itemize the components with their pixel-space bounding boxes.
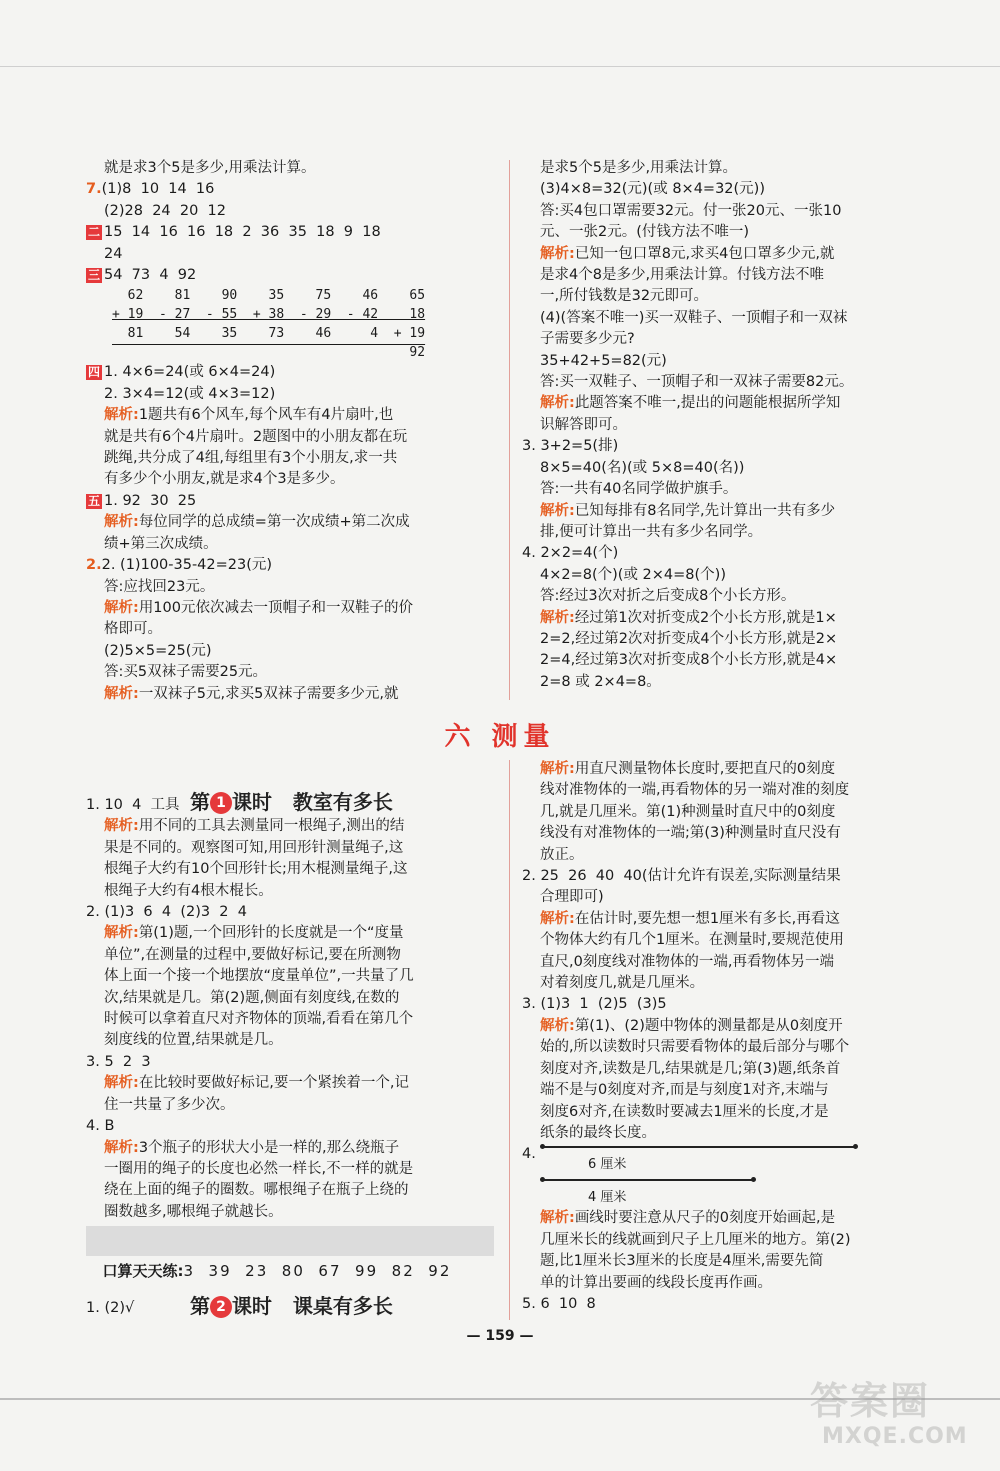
text-line: 一,所付钱数是32元即可。 [540,288,709,305]
segment-2-label: 4 厘米 [588,1190,627,1205]
segment-2-end [751,1177,756,1182]
text-line: 2=4,经过第3次对折变成8个小长方形,就是4× [540,652,838,669]
lesson-number-badge: 2 [210,1296,232,1318]
analysis-line: 解析:在估计时,要先想一想1厘米有多长,再看这 [540,910,840,927]
text-line: 是求4个8是多少,用乘法计算。付钱方法不唯 [540,267,825,284]
text-line: (2)5×5=25(元) [104,642,212,659]
text-line: 几厘米长的线就画到尺子上几厘米的地方。第(2) [540,1231,851,1248]
text-line: (2)28 24 20 12 [104,202,226,219]
text-line: 就是共有6个4片扇叶。2题图中的小朋友都在玩 [104,428,408,445]
text-line: 3. 5 2 3 [86,1053,151,1070]
section-3-answers: 三 54 73 4 92 [88,267,197,284]
text-line: 圈数越多,哪根绳子就越长。 [104,1203,283,1220]
text-line: 2=8 或 2×4=8。 [540,673,661,690]
lesson-2-heading: 第 2 课时 课桌有多长 [189,1294,393,1318]
analysis-line: 解析:第(1)、(2)题中物体的测量都是从0刻度开 [540,1017,843,1034]
text-line: 纸条的最终长度。 [540,1124,656,1141]
answer-7: 7.(1)8 10 14 16 [86,181,215,198]
lesson-1-heading: 第 1 课时 教室有多长 [189,790,393,814]
text-line: 4. B [86,1118,115,1135]
text-line: 元、一张2元。(付钱方法不唯一) [540,224,750,241]
calc-row: 62 81 90 35 75 46 65 [112,288,426,304]
calc-row: 81 54 35 73 46 4 + 19 [112,326,426,342]
column-divider-top [509,160,510,700]
text-line: 2.2. (1)100-35-42=23(元) [86,557,273,574]
segment-1 [542,1146,856,1148]
text-line: 体上面一个接一个地摆放“度量单位”,一共量了几 [104,968,414,985]
text-line: 5. 6 10 8 [522,1295,596,1312]
watermark-logo: 答案圈 [810,1379,931,1423]
segment-2 [542,1179,754,1181]
page-number: — 159 — [466,1328,534,1344]
text-line: 一圈用的绳子的长度也必然一样长,不一样的就是 [104,1160,414,1177]
text-line: 次,结果就是几。第(2)题,侧面有刻度线,在数的 [104,989,400,1006]
analysis-line: 解析:用直尺测量物体长度时,要把直尺的0刻度 [540,761,836,777]
text-line: 排,便可计算出一共有多少名同学。 [540,523,763,540]
left-column-top [86,158,498,705]
analysis-line: 解析:经过第1次对折变成2个小长方形,就是1× [540,609,837,626]
section-tag: 四 [88,365,101,380]
text-line: 题,比1厘米长3厘米的长度是4厘米,需要先简 [540,1253,824,1270]
analysis-line: 解析:3个瓶子的形状大小是一样的,那么绕瓶子 [104,1139,400,1156]
text-line: 直尺,0刻度线对准物体的一端,再看物体另一端 [540,953,834,970]
text-line: 就是求3个5是多少,用乘法计算。 [104,160,316,176]
text-line: 个物体大约有几个1厘米。在测量时,要规范使用 [540,932,844,949]
text-line: 根绳子大约有4根木棍长。 [104,882,273,899]
text-line: 放正。 [540,846,584,863]
text-line: 4. 2×2=4(个) [522,545,619,562]
text-line: 1. 10 4 工具 [86,797,180,813]
section-tag: 三 [88,268,101,283]
text-line: 刻度6对齐,在读数时要减去1厘米的长度,才是 [540,1103,829,1120]
text-line: (3)4×8=32(元)(或 8×4=32(元)) [540,181,765,198]
segment-1-end [853,1144,858,1149]
text-line: 2. 25 26 40 40(估计允许有误差,实际测量结果 [522,868,841,885]
analysis-line: 解析:画线时要注意从尺子的0刻度开始画起,是 [540,1210,836,1227]
left-column-bottom [86,795,498,1223]
text-line: 2. 3×4=12(或 4×3=12) [104,385,276,402]
section-tag: 二 [88,225,101,240]
text-line: 3. (1)3 1 (2)5 (3)5 [522,996,667,1013]
text-line: 识解答即可。 [540,416,627,433]
text-line: 答:买5双袜子需要25元。 [104,664,268,681]
analysis-line: 解析:第(1)题,一个回形针的长度就是一个“度量 [104,925,404,942]
text-line: 根绳子大约有10个回形针长;用木棍测量绳子,这 [104,861,408,878]
text-line: 4. [522,1146,536,1163]
calc-row: 92 [112,345,426,361]
text-line: 24 [104,245,123,262]
text-line: 2. (1)3 6 4 (2)3 2 4 [86,904,247,921]
analysis-line: 解析:此题答案不唯一,提出的问题能根据所学知 [540,395,841,412]
section-4-line1: 四 1. 4×6=24(或 6×4=24) [88,364,276,381]
text-line: 单位”,在测量的过程中,要做好标记,要在所测物 [104,946,401,963]
oral-practice-values: 3 39 23 80 67 99 82 92 [183,1262,452,1280]
section-title: 六 测量 [444,722,556,752]
text-line: 刻度对齐,读数是几,结果就是几;第(3)题,纸条首 [540,1060,841,1077]
text-line: 绕在上面的绳子的圈数。哪根绳子在瓶子上绕的 [104,1182,409,1199]
text-line: 2=2,经过第2次对折变成4个小长方形,就是2× [540,630,838,647]
oral-practice-bar [86,1226,494,1280]
text-line: 线没有对准物体的一端;第(3)种测量时直尺没有 [540,825,841,842]
oral-practice-label: 口算天天练: [102,1262,184,1280]
watermark-url: MXQE.COM [822,1424,968,1449]
text-line: 1. (2)√ [86,1300,135,1316]
analysis-line: 解析:一双袜子5元,求买5双袜子需要多少元,就 [104,685,399,702]
text-line: 合理即可) [540,889,604,906]
analysis-line: 解析:1题共有6个风车,每个风车有4片扇叶,也 [104,407,394,424]
text-line: (4)(答案不唯一)买一双鞋子、一顶帽子和一双袜 [540,309,848,326]
section-tag: 五 [88,493,101,508]
text-line: 格即可。 [104,621,162,638]
text-line: 单的计算出要画的线段长度再作画。 [540,1274,772,1291]
text-line: 线对准物体的一端,再看物体的另一端对准的刻度 [540,782,850,799]
section-5-line1: 五 1. 92 30 25 [88,492,197,509]
text-line: 几,就是几厘米。第(1)种测量时直尺中的0刻度 [540,803,836,820]
analysis-line: 解析:用不同的工具去测量同一根绳子,测出的结 [104,818,405,835]
text-line: 答:一共有40名同学做护旗手。 [540,481,738,498]
text-line: 子需要多少元? [540,331,635,348]
lesson-2-answer [86,1298,486,1319]
text-line: 端不是与0刻度对齐,而是与刻度1对齐,末端与 [540,1082,829,1099]
text-line: 刻度线的位置,结果就是几。 [104,1032,283,1049]
top-rule [0,66,1000,67]
text-line: 果是不同的。观察图可知,用回形针测量绳子,这 [104,839,404,856]
calc-row: + 19 - 27 - 55 + 38 - 29 - 42 18 [112,307,426,323]
text-line: 跳绳,共分成了4组,每组里有3个小朋友,求一共 [104,450,398,467]
text-line: 对着刻度几,就是几厘米。 [540,975,705,992]
vertical-calculation [86,286,498,362]
text-line: 住一共量了多少次。 [104,1096,235,1113]
text-line: 答:应找回23元。 [104,578,215,595]
analysis-line: 解析:每位同学的总成绩=第一次成绩+第二次成 [104,514,410,531]
text-line: 绩+第三次成绩。 [104,535,218,552]
right-column-top [522,158,934,693]
analysis-line: 解析:用100元依次减去一顶帽子和一双鞋子的价 [104,599,413,616]
column-divider-bottom [509,760,510,1320]
text-line: 4×2=8(个)(或 2×4=8(个)) [540,566,727,583]
text-line: 是求5个5是多少,用乘法计算。 [540,160,738,176]
text-line: 3. 3+2=5(排) [522,438,619,455]
text-line: 时候可以拿着直尺对齐物体的顶端,看看在第几个 [104,1011,414,1028]
lesson-number-badge: 1 [210,792,232,814]
text-line: 35+42+5=82(元) [540,352,667,369]
analysis-line: 解析:在比较时要做好标记,要一个紧挨着一个,记 [104,1075,410,1092]
text-line: 有多少个小朋友,就是求4个3是多少。 [104,471,345,488]
segment-1-label: 6 厘米 [588,1157,627,1172]
section-2-answers: 二 15 14 16 16 18 2 36 35 18 9 18 [88,224,381,241]
text-line: 8×5=40(名)(或 5×8=40(名)) [540,459,745,476]
text-line: 答:买4包口罩需要32元。付一张20元、一张10 [540,202,842,219]
text-line: 始的,所以读数时只需要看物体的最后部分与哪个 [540,1039,850,1056]
analysis-line: 解析:已知一包口罩8元,求买4包口罩多少元,就 [540,245,835,262]
right-column-bottom [522,759,934,1315]
text-line: 答:买一双鞋子、一顶帽子和一双袜子需要82元。 [540,374,854,391]
text-line: 答:经过3次对折之后变成8个小长方形。 [540,588,796,605]
analysis-line: 解析:已知每排有8名同学,先计算出一共有多少 [540,502,836,519]
